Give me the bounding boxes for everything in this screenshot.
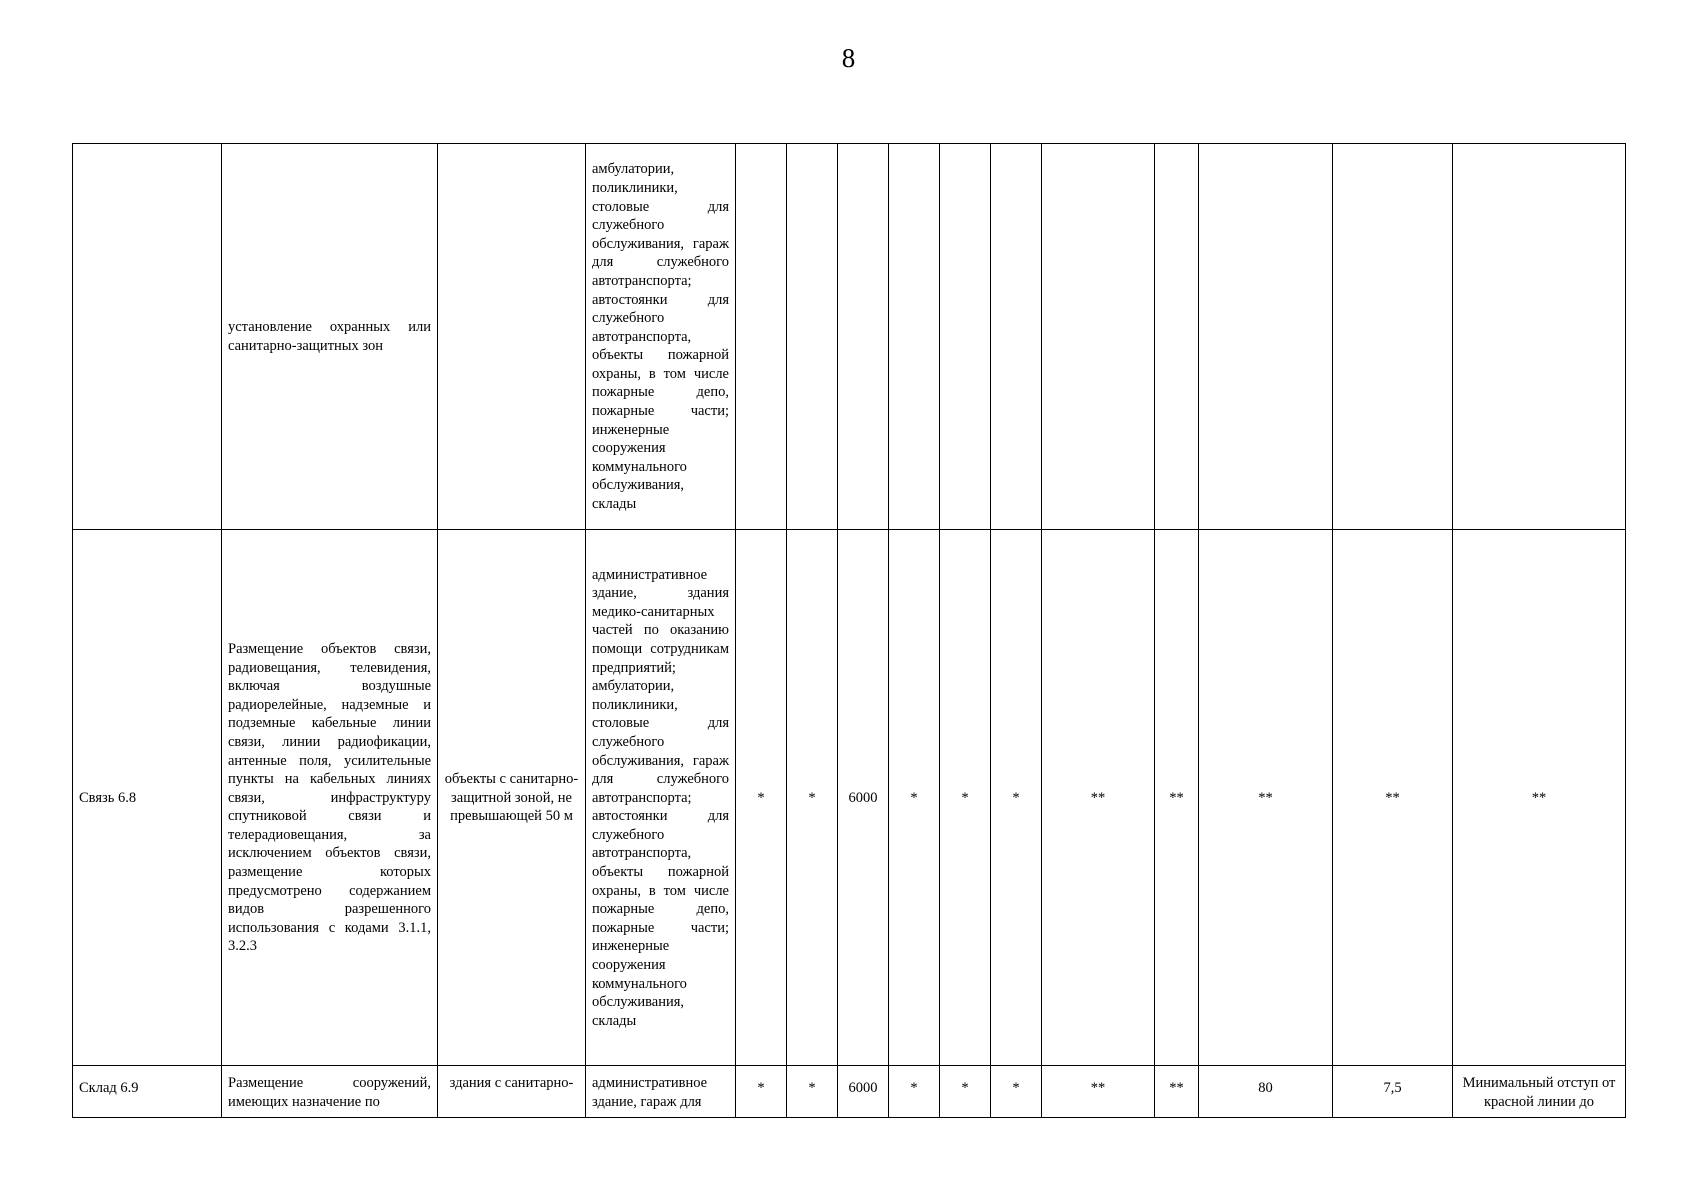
param-cell-1 [736,144,787,530]
param-cell-3 [838,144,889,530]
param-cell-3: 6000 [838,530,889,1066]
table-row [73,144,1626,530]
param-cell-4 [889,144,940,530]
param-cell-9: ** [1199,530,1333,1066]
param-cell-2: * [787,1066,838,1118]
param-cell-1: * [736,1066,787,1118]
conditional-use-cell [438,144,586,530]
param-cell-7: ** [1042,530,1155,1066]
param-cell-5: * [940,530,991,1066]
param-cell-11 [1453,144,1626,530]
auxiliary-use-cell: административное здание, гараж для [586,1066,736,1118]
param-cell-10: ** [1333,530,1453,1066]
auxiliary-use-cell: амбулатории, поликлиники, столовые для служебного обслуживания, гараж для служебного автотранспорта; автостоянки для служебного автотранспорта, объекты пожарной охраны, в том числе пожарные депо, пожарные части; инженерные сооружения коммунального обслуживания, склады [586,144,736,530]
conditional-use-cell: здания с санитарно- [438,1066,586,1118]
param-cell-7 [1042,144,1155,530]
param-cell-6: * [991,1066,1042,1118]
param-cell-5 [940,144,991,530]
param-cell-9: 80 [1199,1066,1333,1118]
param-cell-8: ** [1155,1066,1199,1118]
zoning-regulations-table [72,143,1626,1118]
param-cell-3: 6000 [838,1066,889,1118]
param-cell-6 [991,144,1042,530]
use-name-cell: Склад 6.9 [73,1066,222,1118]
use-description-cell: установление охранных или санитарно-защитных зон [222,144,438,530]
use-description-cell: Размещение объектов связи, радиовещания, телевидения, включая воздушные радиорелейные, надземные и подземные кабельные линии связи, линии радиофикации, антенные поля, усилительные пункты на кабельных линиях связи, инфраструктуру спутниковой связи и телерадиовещания, за исключением объектов связи, размещение которых предусмотрено содержанием видов разрешенного использования с кодами 3.1.1, 3.2.3 [222,530,438,1066]
table-row [73,530,1626,1066]
param-cell-9 [1199,144,1333,530]
use-name-cell [73,144,222,530]
use-description-cell: Размещение сооружений, имеющих назначение по [222,1066,438,1118]
param-cell-2: * [787,530,838,1066]
param-cell-4: * [889,1066,940,1118]
param-cell-6: * [991,530,1042,1066]
param-cell-10 [1333,144,1453,530]
param-cell-5: * [940,1066,991,1118]
param-cell-7: ** [1042,1066,1155,1118]
param-cell-1: * [736,530,787,1066]
conditional-use-cell: объекты с санитарно-защитной зоной, не превышающей 50 м [438,530,586,1066]
use-name-cell: Связь 6.8 [73,530,222,1066]
param-cell-10: 7,5 [1333,1066,1453,1118]
page-number: 8 [841,43,856,73]
param-cell-2 [787,144,838,530]
table-row [73,1066,1626,1118]
param-cell-8: ** [1155,530,1199,1066]
param-cell-11: Минимальный отступ от красной линии до [1453,1066,1626,1118]
param-cell-4: * [889,530,940,1066]
auxiliary-use-cell: административное здание, здания медико-санитарных частей по оказанию помощи сотрудникам предприятий; амбулатории, поликлиники, столовые для служебного обслуживания, гараж для служебного автотранспорта; автостоянки для служебного автотранспорта, объекты пожарной охраны, в том числе пожарные депо, пожарные части; инженерные сооружения коммунального обслуживания, склады [586,530,736,1066]
param-cell-11: ** [1453,530,1626,1066]
param-cell-8 [1155,144,1199,530]
